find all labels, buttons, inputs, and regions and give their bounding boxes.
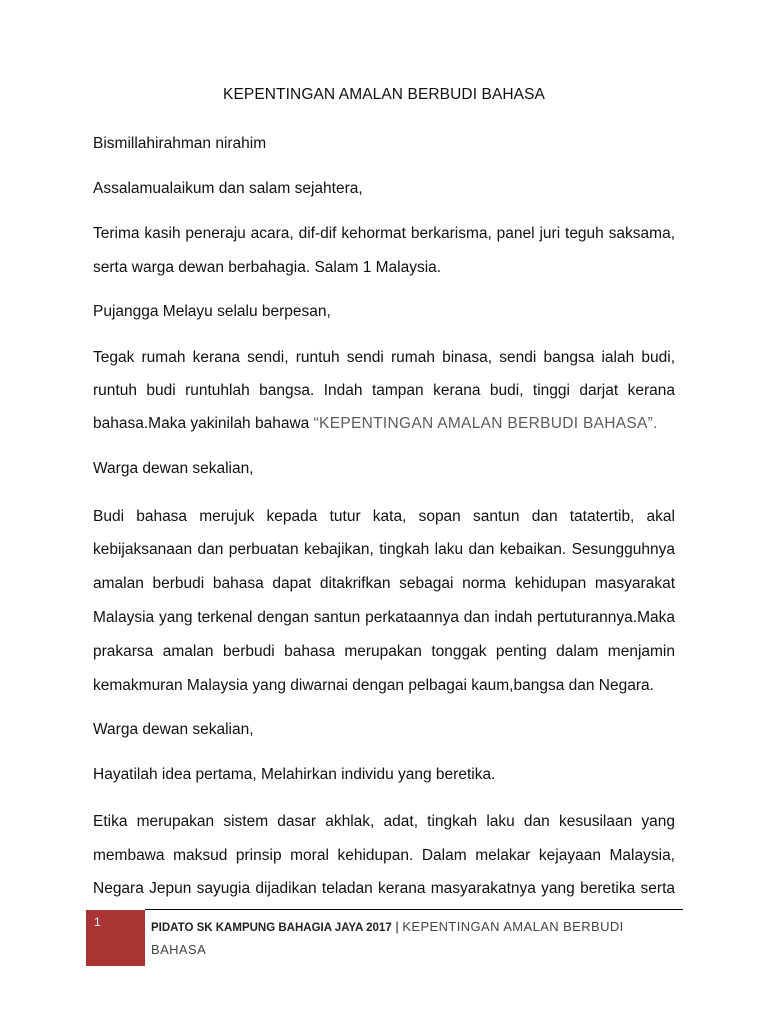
footer-school: PIDATO SK KAMPUNG BAHAGIA JAYA 2017 xyxy=(151,922,392,934)
text-line-11: kebijaksanaan dan perbuatan kebajikan, tingkah laku dan kebaikan. Sesungguhnya xyxy=(93,541,675,558)
text-line-14: prakarsa amalan berbudi bahasa merupakan tonggak penting dalam menjamin xyxy=(93,643,675,660)
page-number: 1 xyxy=(94,915,101,929)
text-line-16: Warga dewan sekalian, xyxy=(93,721,254,738)
text-line-12: amalan berbudi bahasa dapat ditakrifkan sebagai norma kehidupan masyarakat xyxy=(93,575,675,592)
text-line-17: Hayatilah idea pertama, Melahirkan individu yang beretika. xyxy=(93,766,496,783)
text-line-6: Tegak rumah kerana sendi, runtuh sendi rumah binasa, sendi bangsa ialah budi, xyxy=(93,349,675,366)
text-line-13: Malaysia yang terkenal dengan santun perkataannya dan indah pertuturannya.Maka xyxy=(93,609,675,626)
text-line-8 xyxy=(93,414,675,434)
text-line-1: Bismillahirahman nirahim xyxy=(93,135,267,152)
footer-title-part2: BAHASA xyxy=(151,942,207,957)
text-line-8-start: bahasa.Maka yakinilah bahawa xyxy=(93,415,314,432)
text-line-19: membawa maksud prinsip moral kehidupan. Dalam melakar kejayaan Malaysia, xyxy=(93,847,675,864)
text-line-9: Warga dewan sekalian, xyxy=(93,460,254,477)
document-title: KEPENTINGAN AMALAN BERBUDI BAHASA xyxy=(223,86,545,103)
footer-separator: | xyxy=(391,919,403,934)
text-line-7: runtuh budi runtuhlah bangsa. Indah tampan kerana budi, tinggi darjat kerana xyxy=(93,382,675,399)
text-line-3: Terima kasih peneraju acara, dif-dif kehormat berkarisma, panel juri teguh saksama, xyxy=(93,225,675,242)
text-line-10: Budi bahasa merujuk kepada tutur kata, sopan santun dan tatatertib, akal xyxy=(93,508,675,525)
text-line-4: serta warga dewan berbahagia. Salam 1 Malaysia. xyxy=(93,259,442,276)
text-line-20: Negara Jepun sayugia dijadikan teladan kerana masyarakatnya yang beretika serta xyxy=(93,880,675,897)
text-line-18: Etika merupakan sistem dasar akhlak, adat, tingkah laku dan kesusilaan yang xyxy=(93,813,675,830)
quoted-title: “KEPENTINGAN AMALAN BERBUDI BAHASA”. xyxy=(313,415,658,432)
page-number-badge xyxy=(86,910,145,966)
text-line-5: Pujangga Melayu selalu berpesan, xyxy=(93,303,331,320)
footer xyxy=(151,916,651,961)
footer-title-part1: KEPENTINGAN AMALAN BERBUDI xyxy=(402,919,624,934)
text-line-2: Assalamualaikum dan salam sejahtera, xyxy=(93,180,363,197)
text-line-15: kemakmuran Malaysia yang diwarnai dengan pelbagai kaum,bangsa dan Negara. xyxy=(93,677,654,694)
footer-divider xyxy=(145,909,683,910)
